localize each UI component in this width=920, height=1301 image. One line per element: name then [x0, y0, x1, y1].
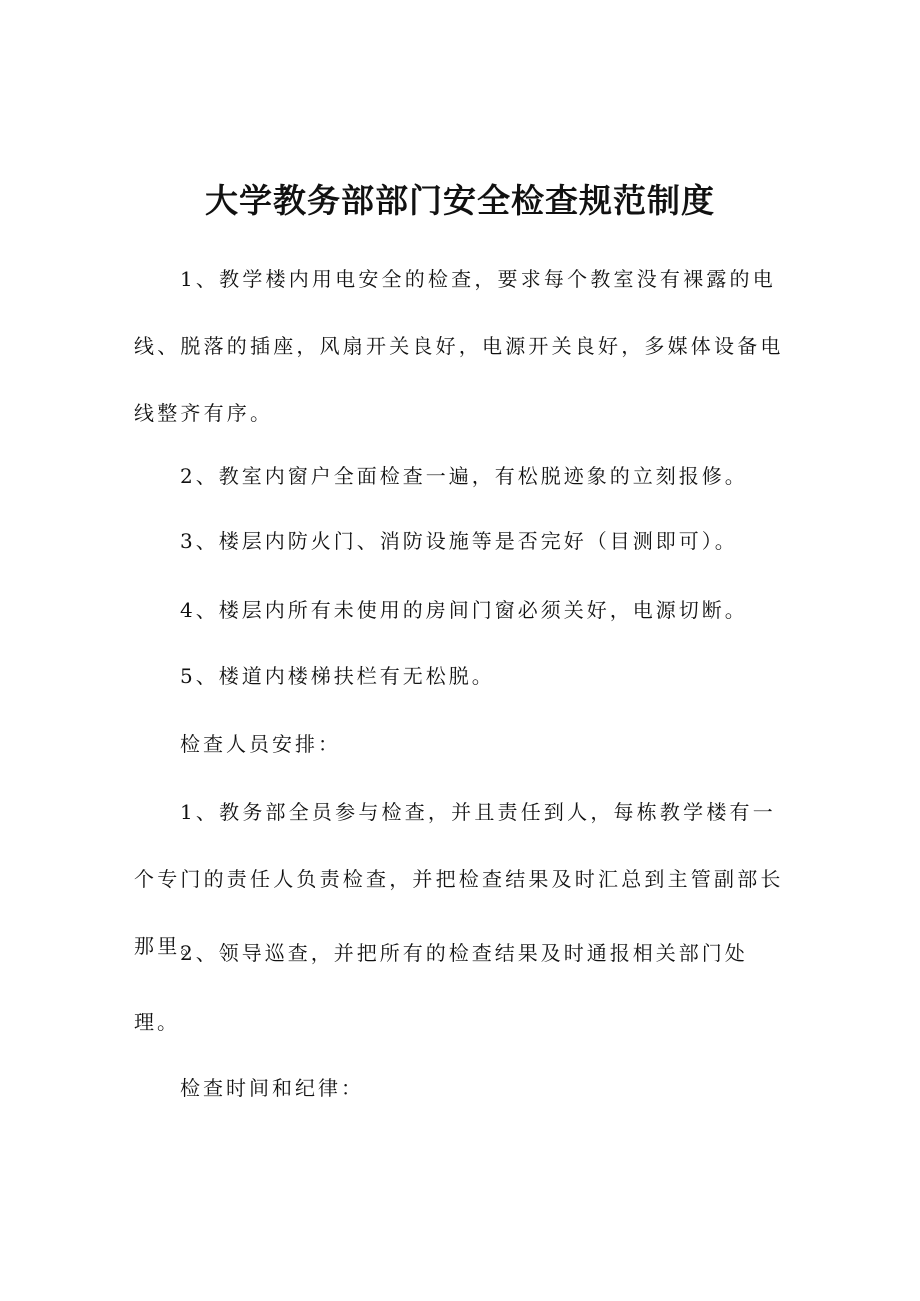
- paragraph-fire-door-check: 3、楼层内防火门、消防设施等是否完好（目测即可）。: [180, 529, 738, 553]
- paragraph-stair-railing: 5、楼道内楼梯扶栏有无松脱。: [180, 664, 495, 688]
- paragraph-leader-inspection: 2、领导巡查，并把所有的检查结果及时通报相关部门处: [180, 941, 748, 965]
- section-heading-time-discipline: 检查时间和纪律：: [180, 1076, 364, 1100]
- paragraph-leader-inspection-continued: 理。: [134, 1010, 180, 1034]
- section-heading-staffing: 检查人员安排：: [180, 732, 341, 756]
- paragraph-window-check: 2、教室内窗户全面检查一遍，有松脱迹象的立刻报修。: [180, 464, 748, 488]
- paragraph-staff-responsibility: 1、教务部全员参与检查，并且责任到人，每栋教学楼有一个专门的责任人负责检查，并把检查结果及时汇总到主管副部长那里。: [134, 800, 784, 958]
- paragraph-unused-rooms: 4、楼层内所有未使用的房间门窗必须关好，电源切断。: [180, 598, 748, 622]
- document-title: 大学教务部部门安全检查规范制度: [205, 181, 715, 220]
- paragraph-electrical-safety: 1、教学楼内用电安全的检查，要求每个教室没有裸露的电线、脱落的插座，风扇开关良好，电源开关良好，多媒体设备电线整齐有序。: [134, 267, 784, 425]
